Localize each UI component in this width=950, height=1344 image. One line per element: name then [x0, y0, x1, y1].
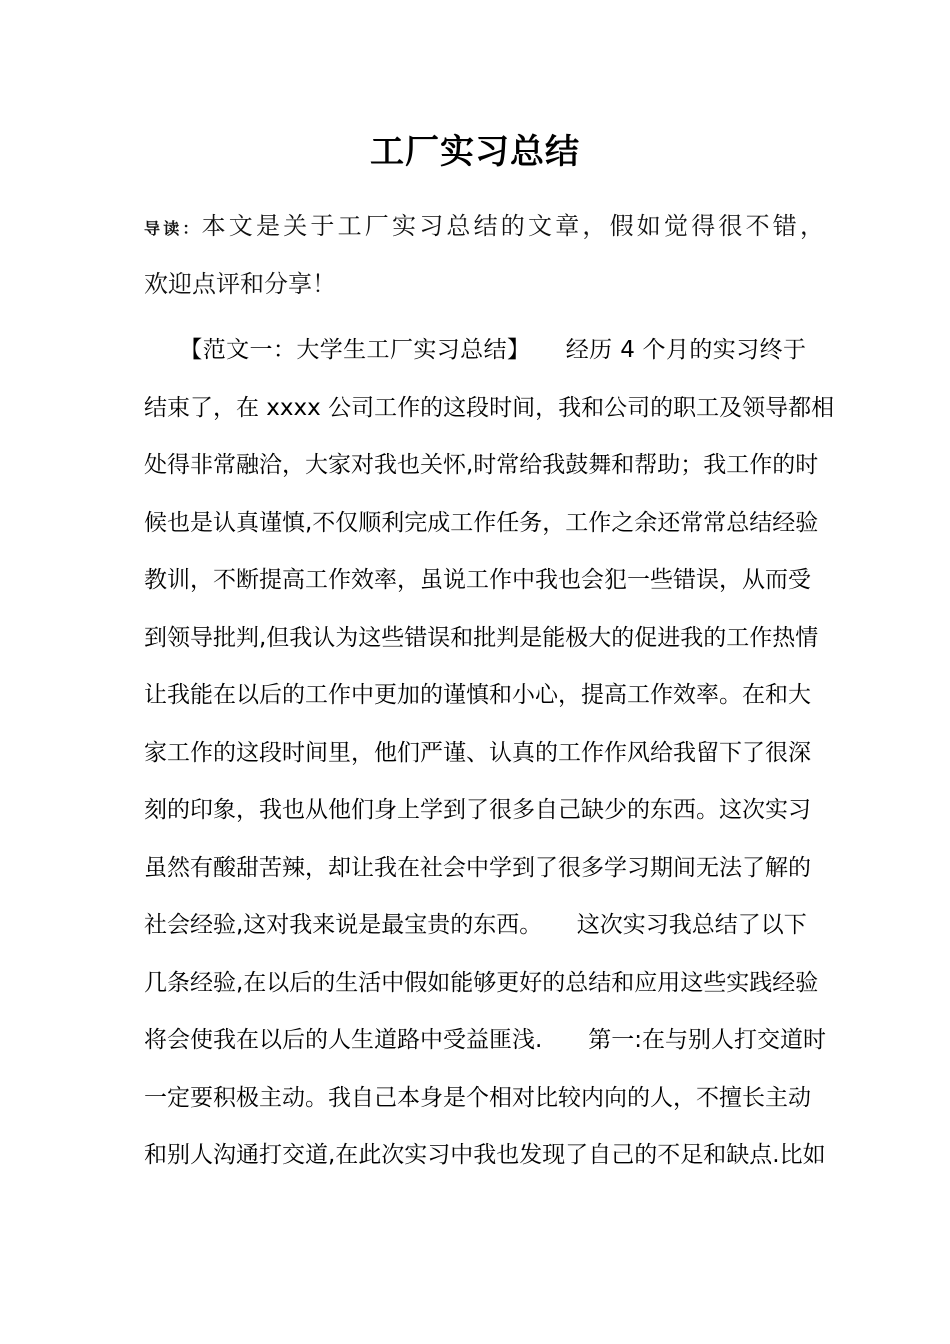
body-line: 社会经验,这对我来说是最宝贵的东西。 这次实习我总结了以下	[144, 912, 807, 938]
body-line: 几条经验,在以后的生活中假如能够更好的总结和应用这些实践经验	[144, 969, 819, 996]
body-paragraph	[144, 322, 835, 1185]
body-line: 教训，不断提高工作效率，虽说工作中我也会犯一些错误，从而受	[144, 567, 811, 593]
body-line: 将会使我在以后的人生道路中受益匪浅. 第一:在与别人打交道时	[144, 1027, 827, 1053]
body-line: 家工作的这段时间里，他们严谨、认真的工作作风给我留下了很深	[144, 739, 811, 766]
intro-line: 欢迎点评和分享！	[144, 269, 336, 298]
document-title: 工厂实习总结	[370, 132, 580, 172]
body-line: 和别人沟通打交道,在此次实习中我也发现了自己的不足和缺点.比如	[144, 1142, 826, 1168]
intro-paragraph	[144, 198, 824, 313]
body-line: 让我能在以后的工作中更加的谨慎和小心，提高工作效率。在和大	[144, 682, 811, 708]
body-line: 一定要积极主动。我自己本身是个相对比较内向的人，不擅长主动	[144, 1084, 811, 1111]
intro-label: 导读：	[144, 219, 202, 238]
intro-line	[144, 198, 824, 256]
body-line: 到领导批判,但我认为这些错误和批判是能极大的促进我的工作热情	[144, 624, 819, 651]
body-line: 虽然有酸甜苦辣，却让我在社会中学到了很多学习期间无法了解的	[144, 854, 811, 881]
body-line: 候也是认真谨慎,不仅顺利完成工作任务，工作之余还常常总结经验	[144, 509, 819, 536]
body-line: 结束了，在 xxxx 公司工作的这段时间，我和公司的职工及领导都相	[144, 394, 835, 421]
body-line: 【范文一：大学生工厂实习总结】 经历 4 个月的实习终于	[144, 337, 806, 363]
body-line: 处得非常融洽，大家对我也关怀,时常给我鼓舞和帮助；我工作的时	[144, 452, 819, 478]
intro-text: 本文是关于工厂实习总结的文章，假如觉得很不错，	[201, 212, 824, 240]
body-line: 刻的印象，我也从他们身上学到了很多自己缺少的东西。这次实习	[144, 797, 811, 823]
